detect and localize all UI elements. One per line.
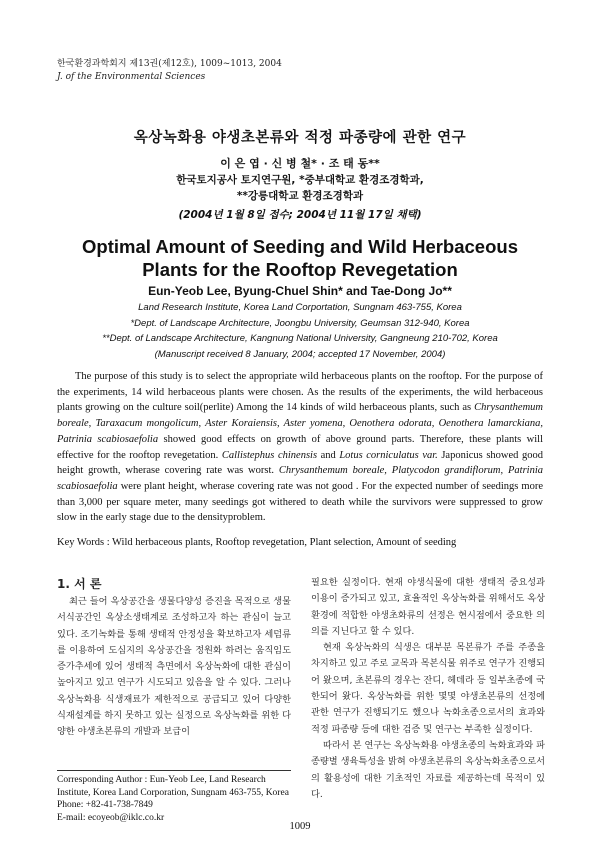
english-title: [0, 235, 600, 281]
journal-name-korean: 한국환경과학회지 제13권(제12호), 1009~1013, 2004: [57, 59, 282, 69]
english-authors: Eun-Yeob Lee, Byung-Chuel Shin* and Tae-Dong Jo**: [148, 284, 452, 298]
journal-header: [57, 58, 282, 84]
body-paragraph: 필요한 실정이다. 현재 야생식물에 대한 생태적 중요성과 이용이 증가되고 있고, 효율적인 옥상녹화를 위해서도 옥상환경에 적합한 야생초화류의 선정은 현시점에서 중요한 의의를 지닌다고 할 수 있다.: [311, 577, 545, 637]
abstract-text: were plant height, wherase covering rate was not good . For the expected number of seedings more than 3,000 per square meter, many seedings got withered to death while the survivors were suppressed to grow slow in the early stage due to the densityproblem.: [57, 480, 543, 524]
korean-affiliations: [0, 172, 600, 204]
species-names: Callistephus chinensis: [221, 449, 318, 461]
corresponding-line: Corresponding Author : Eun-Yeob Lee, Land Research: [57, 775, 266, 785]
abstract-text: and: [317, 449, 340, 461]
abstract-text: The purpose of this study is to select the appropriate wild herbaceous plants on the rooftop. For the purpose of the experiments, 14 wild herbaceous plants were chosen. As the results of the experiments, the wild herbaceous plants growing on the culture soil(perlite) Among the 14 kinds of wild herbaceous plants, such as: [57, 371, 543, 414]
corresponding-email[interactable]: E-mail: ecoyeob@iklc.co.kr: [57, 812, 165, 823]
english-affiliations: [0, 300, 600, 362]
footnote-divider: [57, 770, 291, 771]
english-title-line: Plants for the Rooftop Revegetation: [142, 259, 458, 280]
journal-name-english: J. of the Environmental Sciences: [57, 72, 206, 82]
body-paragraph: 따라서 본 연구는 옥상녹화용 야생초종의 녹화효과와 파종량별 생육특성을 밝혀 야생초본류의 옥상녹화초종으로서의 활용성에 대한 기초적인 자료를 제공하는데 목적이 있다.: [311, 739, 545, 800]
korean-affiliation-line: **강릉대학교 환경조경학과: [236, 190, 364, 202]
english-title-line: Optimal Amount of Seeding and Wild Herbaceous: [82, 236, 518, 257]
species-names: Chrysanthemum boreale, Platycodon grandiflorum, Patrinia scabiosaefolia: [57, 465, 543, 492]
body-paragraph: 현재 옥상녹화의 식생은 대부분 목본류가 주를 주종을 차지하고 있고 주로 교목과 목본식물 위주로 연구가 진행되어 왔으며, 초본류의 경우는 잔디, 헤데라 등 일부초종에 국한되어 왔다. 옥상녹화를 위한 몇몇 야생초본류의 선정에 관한 연구가 진행되기도 했으나 녹화초종으로서의 효과와 적정 파종량 등에 대한 검증 및 연구는 부족한 실정이다.: [311, 642, 545, 735]
manuscript-dates: (Manuscript received 8 January, 2004; accepted 17 November, 2004): [154, 348, 446, 360]
body-column-left: [57, 575, 291, 741]
korean-received-dates: (2004년 1월 8일 접수; 2004년 11월 17일 채택): [178, 209, 422, 221]
abstract-text: showed good effects on growth of above ground parts. Therefore, these plants will effective for the rooftop revegetation.: [57, 433, 543, 461]
corresponding-phone: Phone: +82-41-738-7849: [57, 800, 153, 811]
english-affiliation-line: **Dept. of Landscape Architecture, Kangnung National University, Gangneung 210-702, Korea: [102, 333, 498, 344]
english-affiliation-line: Land Research Institute, Korea Land Corportation, Sungnam 463-755, Korea: [138, 302, 462, 313]
species-names: Lotus corniculatus var.: [339, 449, 438, 461]
corresponding-line: Institute, Korea Land Corporation, Sungnam 463-755, Korea: [57, 787, 289, 798]
body-column-right: [311, 575, 545, 803]
page-number: 1009: [289, 821, 311, 832]
korean-authors: 이 은 엽 · 신 병 철* · 조 태 동**: [220, 157, 380, 170]
english-affiliation-line: *Dept. of Landscape Architecture, Joongbu University, Geumsan 312-940, Korea: [130, 317, 470, 329]
korean-affiliation-line: 한국토지공사 토지연구원, *중부대학교 환경조경학과,: [176, 174, 424, 186]
section-heading: 1. 서 론: [57, 577, 102, 591]
abstract-text: Japonicus showed good height growth, wherase covering rate was worst.: [57, 449, 543, 477]
keywords: Key Words : Wild herbaceous plants, Rooftop revegetation, Plant selection, Amount of seeding: [57, 537, 457, 548]
corresponding-author: [57, 774, 307, 824]
abstract: [57, 369, 543, 526]
body-paragraph: 최근 들어 옥상공간을 생물다양성 증진을 목적으로 생물서식공간인 옥상소생태계로 조성하고자 하는 관심이 늘고 있다. 조기녹화를 통해 생태적 안정성을 확보하고자 세덤류를 이용하여 도심지의 옥상공간을 정원화 하려는 움직임도 증가추세에 있어 생태적 측면에서 옥상녹화에 대한 관심이 높아지고 있고 연구가 시도되고 있음을 알 수 있다. 그러나 옥상녹화용 식생재료가 제한적으로 공급되고 있어 다양한 식재설계를 하지 못하고 있는 실정으로 옥상녹화를 위한 다양한 야생초본류의 개발과 보급이: [57, 596, 291, 738]
species-names: Chrysanthemum boreale, Taraxacum mongolicum, Aster Koraiensis, Aster yomena, Oenothera odorata, Oenothera lamarckiana, Patrinia scabiosaefolia: [57, 402, 543, 445]
korean-title: 옥상녹화용 야생초본류와 적정 파종량에 관한 연구: [133, 130, 467, 146]
